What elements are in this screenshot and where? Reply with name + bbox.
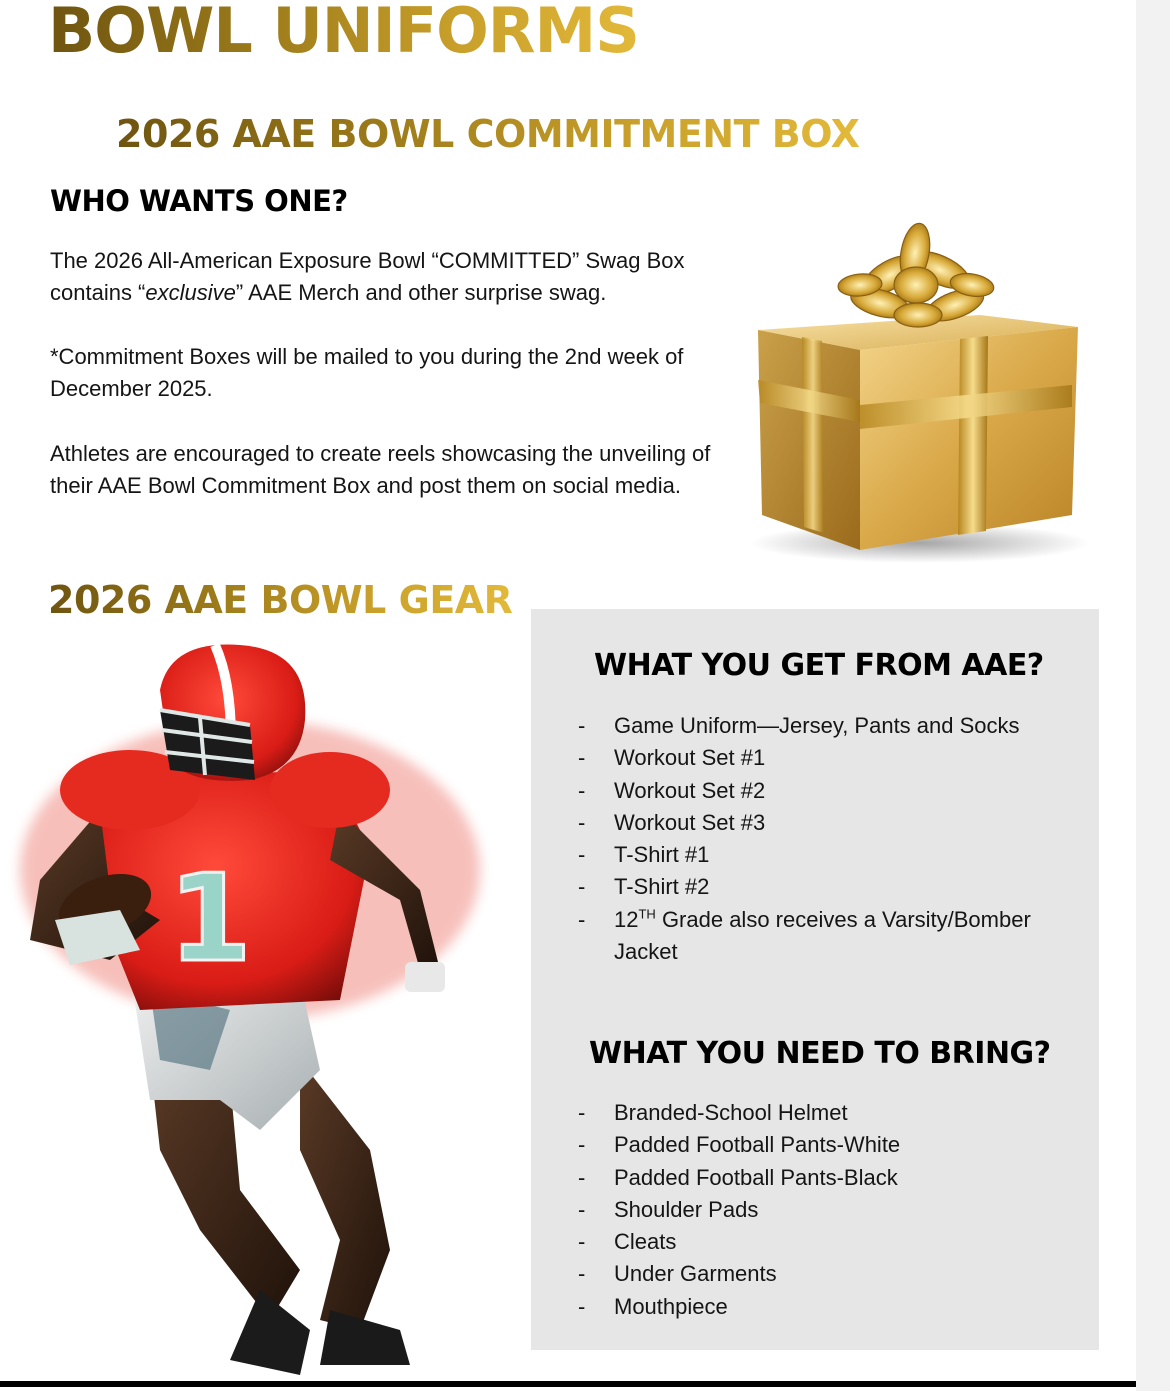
reels-note: Athletes are encouraged to create reels showcasing the unveiling of their AAE Bowl Commitment Box and post them on social media. bbox=[50, 441, 711, 498]
football-player-image bbox=[0, 630, 540, 1390]
bullet-dash: - bbox=[578, 1100, 586, 1125]
item-text: Under Garments bbox=[614, 1261, 777, 1287]
list-item bbox=[578, 871, 1098, 903]
item-text: Cleats bbox=[614, 1229, 677, 1255]
item-text: Shoulder Pads bbox=[614, 1196, 759, 1222]
swag-box-text-end: ” AAE Merch and other surprise swag. bbox=[235, 280, 607, 305]
bullet-dash: - bbox=[578, 777, 586, 803]
bullet-dash: - bbox=[578, 842, 586, 868]
list-item bbox=[578, 1258, 1098, 1290]
item-text: Branded-School Helmet bbox=[614, 1100, 848, 1125]
item-text: Padded Football Pants-Black bbox=[614, 1164, 898, 1190]
bullet-dash: - bbox=[578, 1132, 586, 1158]
item-text: Padded Football Pants-White bbox=[614, 1132, 901, 1158]
list-item bbox=[578, 1097, 1098, 1129]
bullet-dash: - bbox=[578, 1293, 586, 1319]
list-item-12th-grade bbox=[578, 904, 1098, 969]
list-item bbox=[578, 839, 1098, 871]
what-you-get-heading: WHAT YOU GET FROM AAE? bbox=[594, 648, 1044, 683]
item-text: Mouthpiece bbox=[614, 1293, 728, 1319]
bullet-dash: - bbox=[578, 1261, 586, 1287]
list-item bbox=[578, 742, 1098, 774]
swag-box-text-start: The 2026 All-American Exposure Bowl “COMMITTED” Swag Box contains “ bbox=[50, 248, 685, 305]
list-item bbox=[578, 1129, 1098, 1161]
list-item bbox=[578, 775, 1098, 807]
bullet-dash: - bbox=[578, 1229, 586, 1255]
what-you-need-heading: WHAT YOU NEED TO BRING? bbox=[589, 1036, 1051, 1071]
page-title: BOWL UNIFORMS bbox=[48, 0, 639, 67]
bullet-dash: - bbox=[578, 1196, 586, 1222]
grade-superscript: TH bbox=[638, 906, 656, 922]
list-item bbox=[578, 710, 1098, 742]
bullet-dash: - bbox=[578, 745, 586, 771]
list-item bbox=[578, 1291, 1098, 1323]
commitment-box-title: 2026 AAE BOWL COMMITMENT BOX bbox=[116, 112, 860, 156]
page-right-margin bbox=[1136, 0, 1170, 1391]
bullet-dash: - bbox=[578, 713, 586, 738]
list-item bbox=[578, 1194, 1098, 1226]
item-text: T-Shirt #2 bbox=[614, 874, 710, 900]
what-you-get-list bbox=[578, 710, 1098, 968]
bullet-dash: - bbox=[578, 1164, 586, 1190]
bottom-divider bbox=[0, 1381, 1136, 1387]
gear-title: 2026 AAE BOWL GEAR bbox=[48, 578, 513, 622]
exclusive-emphasis: exclusive bbox=[145, 280, 236, 305]
what-you-need-list bbox=[578, 1097, 1098, 1323]
item-text: Workout Set #1 bbox=[614, 745, 766, 771]
grade-number: 12 bbox=[614, 906, 639, 932]
list-item bbox=[578, 1226, 1098, 1258]
who-wants-one-heading: WHO WANTS ONE? bbox=[50, 184, 348, 218]
item-text: Game Uniform—Jersey, Pants and Socks bbox=[614, 713, 1020, 738]
item-text: Workout Set #3 bbox=[614, 809, 766, 835]
jersey-number: 1 bbox=[168, 850, 252, 989]
list-item bbox=[578, 807, 1098, 839]
mailing-note: *Commitment Boxes will be mailed to you during the 2nd week of December 2025. bbox=[50, 344, 684, 401]
bullet-dash: - bbox=[578, 874, 586, 900]
swag-box-description bbox=[50, 245, 730, 309]
bullet-dash: - bbox=[578, 809, 586, 835]
item-text: Workout Set #2 bbox=[614, 777, 766, 803]
gift-box-image bbox=[740, 215, 1100, 565]
list-item bbox=[578, 1162, 1098, 1194]
item-text: T-Shirt #1 bbox=[614, 842, 710, 868]
item-text: Grade also receives a Varsity/Bomber Jacket bbox=[614, 906, 1031, 965]
bullet-dash: - bbox=[578, 906, 586, 932]
